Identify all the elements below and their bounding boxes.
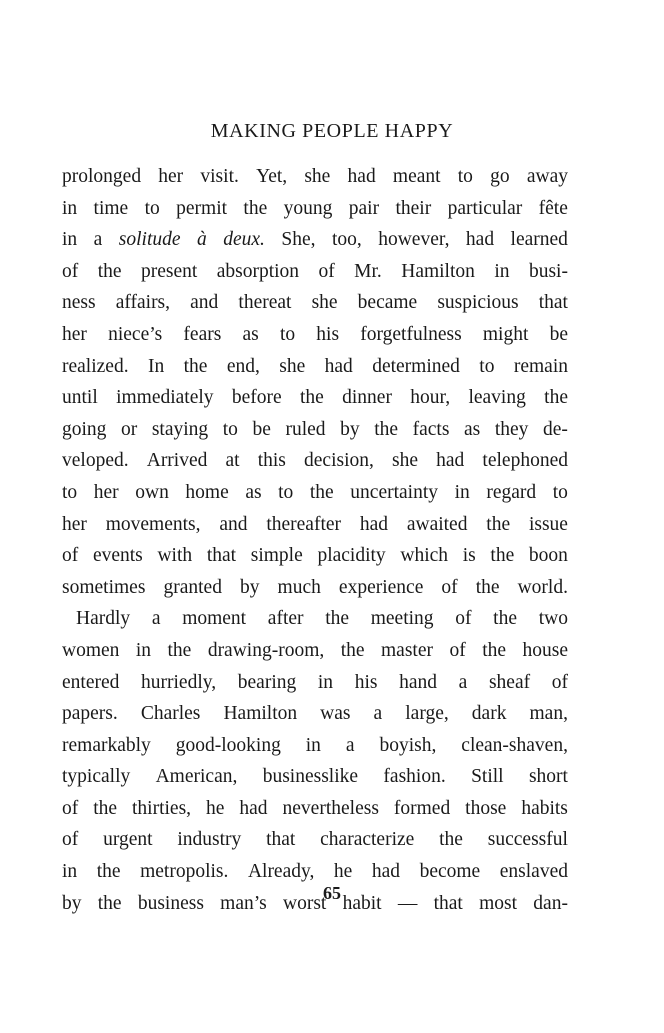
- word: dinner: [342, 387, 392, 409]
- word: the: [439, 829, 463, 851]
- word: women: [62, 639, 120, 661]
- word: experience: [338, 576, 424, 598]
- word: the: [97, 260, 122, 282]
- word: or: [121, 418, 138, 440]
- word: that: [266, 829, 296, 851]
- word: away: [526, 166, 568, 187]
- word: to: [279, 323, 296, 345]
- word: time: [93, 197, 129, 219]
- word: be: [549, 323, 568, 345]
- word: business: [137, 892, 204, 914]
- word: had: [359, 513, 388, 535]
- word: affairs,: [115, 292, 171, 314]
- word: the: [96, 861, 121, 883]
- word: before: [231, 387, 282, 409]
- word: successful: [487, 829, 568, 851]
- word: She,: [281, 229, 316, 251]
- word: of: [62, 545, 79, 567]
- word: in: [62, 861, 78, 883]
- text-line: [62, 256, 568, 288]
- word: American,: [155, 766, 238, 788]
- word: as: [245, 481, 262, 503]
- word: the: [340, 639, 365, 661]
- word: she: [392, 450, 419, 472]
- word: staying: [151, 418, 209, 440]
- word: in: [135, 639, 152, 661]
- word: ruled: [285, 418, 326, 440]
- word: fashion.: [383, 766, 446, 788]
- word: that: [433, 892, 463, 914]
- running-title: MAKING PEOPLE HAPPY: [210, 120, 454, 142]
- word: a: [151, 608, 161, 630]
- word: a: [373, 703, 383, 725]
- word: boyish,: [379, 734, 437, 756]
- word: prolonged: [62, 166, 142, 187]
- word: to: [278, 481, 294, 503]
- italic-word: solitude: [118, 229, 181, 251]
- word: man’s: [220, 892, 267, 914]
- italic-word: à: [196, 229, 207, 251]
- word: telephoned: [482, 450, 568, 472]
- word: metropolis.: [140, 861, 229, 883]
- word: habits: [521, 797, 568, 819]
- word: decision,: [304, 450, 374, 472]
- page-body: [62, 161, 568, 919]
- word: they: [494, 418, 529, 440]
- word: meeting: [370, 608, 434, 630]
- word: to: [144, 197, 160, 219]
- word: her: [158, 166, 184, 187]
- text-line: [62, 224, 568, 256]
- word: going: [62, 418, 107, 440]
- word: characterize: [320, 829, 415, 851]
- text-line: [62, 603, 568, 635]
- word: most: [479, 892, 518, 914]
- word: world.: [517, 576, 568, 598]
- word: of: [455, 608, 472, 630]
- word: she: [311, 292, 338, 314]
- word: by: [62, 892, 82, 914]
- word: thereafter: [266, 513, 342, 535]
- word: the: [475, 576, 500, 598]
- word: the: [309, 481, 334, 503]
- word: leaving: [468, 387, 526, 409]
- word: to: [552, 481, 568, 503]
- word: of: [62, 797, 79, 819]
- word: events: [92, 545, 143, 567]
- word: drawing-room,: [207, 639, 325, 661]
- word: home: [185, 481, 229, 503]
- word: go: [490, 166, 510, 187]
- word: by: [340, 418, 360, 440]
- word: uncertainty: [350, 481, 439, 503]
- word: typically: [62, 766, 131, 788]
- word: granted: [163, 576, 222, 598]
- word: of: [318, 260, 335, 282]
- word: end,: [226, 355, 260, 377]
- word: he: [333, 861, 353, 883]
- word: placidity: [317, 545, 386, 567]
- word: determined: [372, 355, 460, 377]
- text-line: [62, 540, 568, 572]
- word: by: [240, 576, 260, 598]
- word: the: [97, 892, 122, 914]
- text-line: [62, 698, 568, 730]
- word: boon: [528, 545, 568, 567]
- word: in: [62, 229, 78, 251]
- word: busi-: [528, 260, 568, 282]
- word: visit.: [200, 166, 239, 187]
- text-line: [62, 730, 568, 762]
- word: had: [436, 450, 465, 472]
- word: at: [225, 450, 240, 472]
- word: the: [93, 797, 118, 819]
- word: Hardly: [76, 608, 131, 630]
- text-line: [62, 824, 568, 856]
- word: permit: [176, 197, 228, 219]
- word: Yet,: [256, 166, 288, 187]
- word: awaited: [406, 513, 468, 535]
- word: to: [479, 355, 495, 377]
- word: was: [320, 703, 351, 725]
- word: movements,: [105, 513, 201, 535]
- word: in: [62, 197, 78, 219]
- word: own: [135, 481, 169, 503]
- word: in: [454, 481, 470, 503]
- text-line: [62, 193, 568, 225]
- word: and: [219, 513, 248, 535]
- word: Mr.: [354, 260, 382, 282]
- word: which: [400, 545, 449, 567]
- word: that: [206, 545, 237, 567]
- word: and: [190, 292, 219, 314]
- word: absorption: [216, 260, 300, 282]
- word: In: [147, 355, 165, 377]
- text-line: [62, 351, 568, 383]
- word: formed: [393, 797, 451, 819]
- text-line: [62, 761, 568, 793]
- word: too,: [331, 229, 362, 251]
- word: this: [257, 450, 286, 472]
- word: she: [279, 355, 306, 377]
- word: the: [300, 387, 324, 409]
- word: dark: [471, 703, 507, 725]
- word: large,: [405, 703, 449, 725]
- text-line: [62, 793, 568, 825]
- word: de-: [543, 418, 568, 440]
- word: immediately: [116, 387, 214, 409]
- word: simple: [250, 545, 303, 567]
- word: the: [325, 608, 350, 630]
- word: nevertheless: [282, 797, 379, 819]
- word: industry: [177, 829, 242, 851]
- word: meant: [392, 166, 441, 187]
- word: the: [374, 418, 399, 440]
- word: with: [157, 545, 193, 567]
- word: bearing: [237, 671, 297, 693]
- word: thirties,: [132, 797, 192, 819]
- word: the: [493, 608, 517, 630]
- word: to: [457, 166, 473, 187]
- word: short: [528, 766, 568, 788]
- word: worst: [283, 892, 327, 914]
- word: house: [522, 639, 568, 661]
- word: as: [242, 323, 259, 345]
- word: suspicious: [437, 292, 519, 314]
- word: issue: [528, 513, 568, 535]
- word: hand: [399, 671, 438, 693]
- word: good-looking: [175, 734, 281, 756]
- word: young: [283, 197, 333, 219]
- word: Still: [471, 766, 504, 788]
- italic-word: deux.: [223, 229, 265, 251]
- word: her: [62, 513, 87, 535]
- word: pair: [348, 197, 380, 219]
- word: niece’s: [108, 323, 163, 345]
- word: Hamilton: [223, 703, 298, 725]
- word: the: [243, 197, 268, 219]
- text-line: [62, 477, 568, 509]
- word: after: [267, 608, 304, 630]
- text-line: [62, 287, 568, 319]
- word: learned: [510, 229, 568, 251]
- word: of: [62, 829, 79, 851]
- word: until: [62, 387, 98, 409]
- word: fears: [183, 323, 222, 345]
- word: a: [345, 734, 355, 756]
- word: much: [277, 576, 321, 598]
- word: became: [357, 292, 418, 314]
- word: her: [62, 323, 87, 345]
- word: facts: [412, 418, 450, 440]
- word: the: [183, 355, 208, 377]
- word: thereat: [238, 292, 292, 314]
- word: the: [482, 639, 507, 661]
- text-line: [62, 635, 568, 667]
- word: of: [551, 671, 568, 693]
- word: in: [494, 260, 510, 282]
- word: hurriedly,: [141, 671, 217, 693]
- word: fête: [538, 197, 568, 219]
- word: had: [371, 861, 401, 883]
- text-line: [62, 319, 568, 351]
- word: two: [538, 608, 568, 630]
- word: hour,: [410, 387, 451, 409]
- word: forgetfulness: [360, 323, 462, 345]
- word: the: [544, 387, 568, 409]
- text-line: [62, 382, 568, 414]
- word: particular: [447, 197, 523, 219]
- word: enslaved: [499, 861, 568, 883]
- page-number: 65: [323, 883, 341, 903]
- text-line: [62, 445, 568, 477]
- word: moment: [182, 608, 247, 630]
- word: she: [304, 166, 331, 187]
- word: is: [462, 545, 476, 567]
- word: his: [316, 323, 340, 345]
- word: her: [93, 481, 119, 503]
- word: however,: [378, 229, 450, 251]
- word: remain: [513, 355, 568, 377]
- word: his: [354, 671, 378, 693]
- word: the: [167, 639, 192, 661]
- word: entered: [62, 671, 120, 693]
- word: might: [482, 323, 529, 345]
- word: clean-shaven,: [461, 734, 568, 756]
- word: that: [538, 292, 568, 314]
- word: Hamilton: [401, 260, 475, 282]
- word: realized.: [62, 355, 129, 377]
- word: a: [458, 671, 468, 693]
- word: Charles: [140, 703, 201, 725]
- word: become: [419, 861, 481, 883]
- text-line: [62, 572, 568, 604]
- word: —: [397, 892, 418, 914]
- text-line: [62, 414, 568, 446]
- word: Already,: [247, 861, 315, 883]
- word: veloped.: [62, 450, 129, 472]
- word: he: [206, 797, 225, 819]
- word: to: [62, 481, 78, 503]
- word: Arrived: [146, 450, 208, 472]
- word: sometimes: [62, 576, 146, 598]
- word: present: [140, 260, 198, 282]
- text-line: [62, 161, 568, 193]
- word: in: [317, 671, 334, 693]
- word: to: [222, 418, 238, 440]
- word: the: [490, 545, 515, 567]
- word: regard: [486, 481, 537, 503]
- word: as: [464, 418, 481, 440]
- word: remarkably: [62, 734, 151, 756]
- word: a: [93, 229, 103, 251]
- text-line: [62, 509, 568, 541]
- word: those: [465, 797, 507, 819]
- word: of: [441, 576, 458, 598]
- word: had: [239, 797, 268, 819]
- word: businesslike: [262, 766, 359, 788]
- word: in: [305, 734, 321, 756]
- word: master: [381, 639, 433, 661]
- word: the: [486, 513, 511, 535]
- word: dan-: [533, 892, 568, 914]
- word: be: [252, 418, 271, 440]
- word: papers.: [62, 703, 118, 725]
- word: had: [347, 166, 376, 187]
- word: sheaf: [488, 671, 531, 693]
- word: of: [449, 639, 466, 661]
- word: man,: [529, 703, 568, 725]
- word: ness: [62, 292, 96, 314]
- word: their: [395, 197, 432, 219]
- word: had: [324, 355, 353, 377]
- word: of: [62, 260, 79, 282]
- word: had: [465, 229, 495, 251]
- word: urgent: [103, 829, 153, 851]
- text-line: [62, 667, 568, 699]
- word: habit: [342, 892, 382, 914]
